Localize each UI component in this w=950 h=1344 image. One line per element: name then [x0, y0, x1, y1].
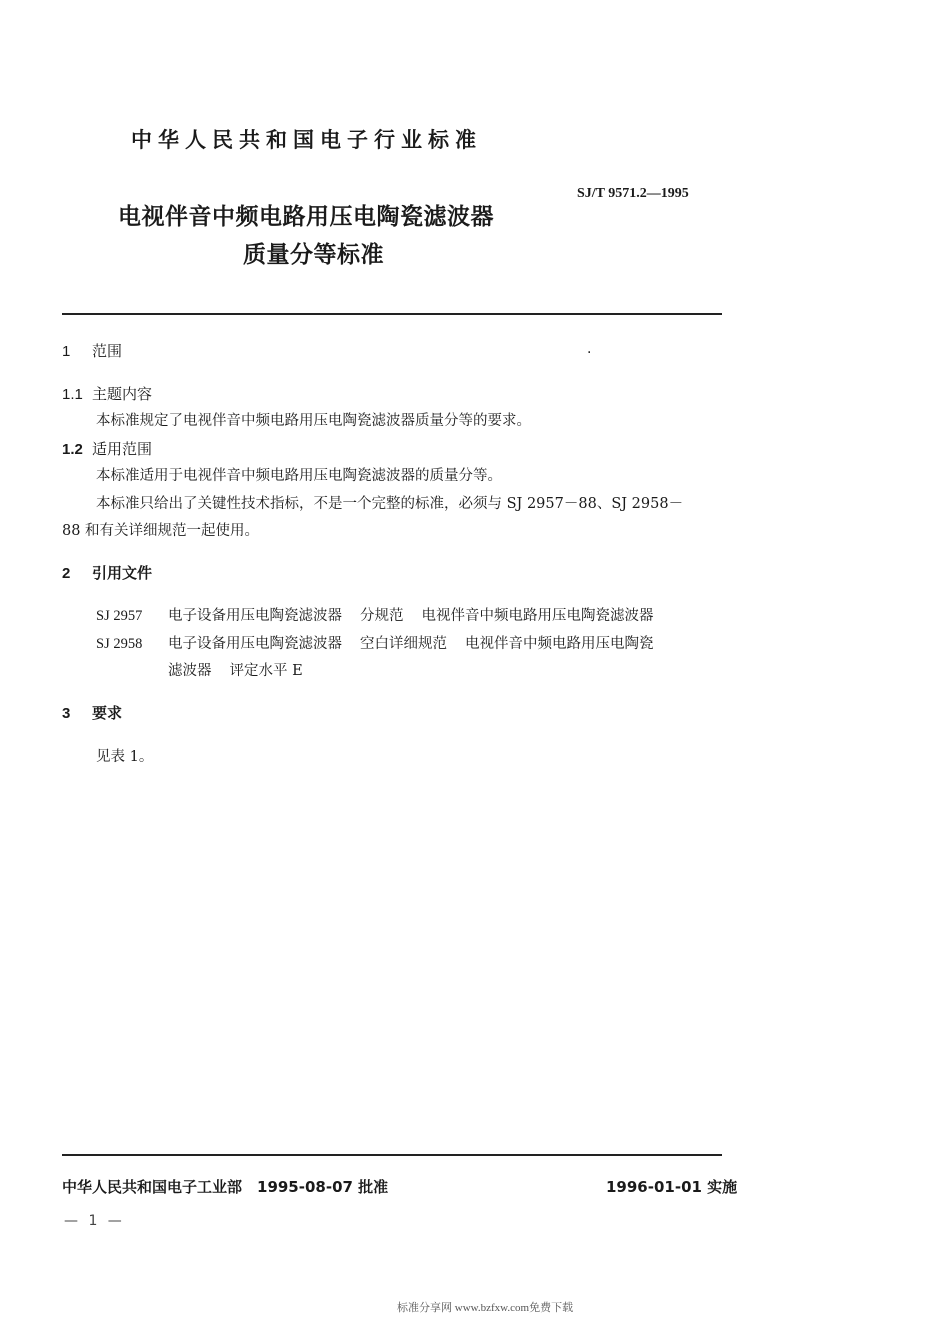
section-1-1-heading	[62, 383, 152, 404]
effective-date: 1996-01-01 实施	[606, 1178, 738, 1196]
section-1-2-text2-line2: 88 和有关详细规范一起使用。	[62, 523, 260, 539]
section-2-title: 引用文件	[92, 564, 153, 582]
section-2-heading	[62, 562, 152, 583]
reference-part1: 电子设备用压电陶瓷滤波器	[168, 608, 342, 624]
watermark-text: 标准分享网 www.bzfxw.com免费下载	[397, 1302, 574, 1314]
reference-part2: 空白详细规范	[360, 636, 447, 652]
document-title-line1: 电视伴音中频电路用压电陶瓷滤波器	[118, 204, 494, 230]
section-1-1-title: 主题内容	[92, 385, 153, 403]
page-number: — 1 —	[64, 1213, 125, 1229]
section-1-2-heading	[62, 438, 152, 459]
reference-code: SJ 2958	[96, 636, 143, 652]
standard-code: SJ/T 9571.2—1995	[577, 186, 689, 201]
section-3-number: 3	[62, 705, 71, 722]
reference-cont-b: 评定水平 E	[229, 663, 303, 679]
section-2-number: 2	[62, 565, 71, 582]
reference-cont-a: 滤波器	[168, 663, 212, 679]
document-title-line2: 质量分等标准	[243, 242, 384, 268]
section-1-title: 范围	[92, 342, 123, 360]
section-1-heading	[62, 340, 122, 361]
org-title: 中华人民共和国电子行业标准	[131, 128, 482, 152]
reference-part3: 电视伴音中频电路用压电陶瓷	[465, 636, 654, 652]
section-1-1-number: 1.1	[62, 386, 83, 403]
section-1-2-text2-line1: 本标准只给出了关键性技术指标，不是一个完整的标准，必须与 SJ 2957－88、SJ 2958－	[96, 496, 684, 512]
section-3-heading	[62, 702, 122, 723]
reference-part2: 分规范	[360, 608, 404, 624]
reference-row	[96, 604, 654, 625]
section-3-text: 见表 1。	[96, 749, 154, 765]
reference-continuation	[168, 659, 303, 680]
section-1-2-number: 1.2	[62, 441, 83, 458]
top-divider	[62, 313, 722, 315]
section-3-title: 要求	[92, 704, 123, 722]
section-1-1-text: 本标准规定了电视伴音中频电路用压电陶瓷滤波器质量分等的要求。	[96, 413, 531, 429]
bottom-divider	[62, 1154, 722, 1156]
section-1-2-title: 适用范围	[92, 440, 153, 458]
reference-part1: 电子设备用压电陶瓷滤波器	[168, 636, 342, 652]
approval-line: 中华人民共和国电子工业部 1995-08-07 批准	[62, 1178, 389, 1196]
section-1-number: 1	[62, 343, 71, 360]
section-1-2-text1: 本标准适用于电视伴音中频电路用压电陶瓷滤波器的质量分等。	[96, 468, 502, 484]
reference-part3: 电视伴音中频电路用压电陶瓷滤波器	[421, 608, 654, 624]
scan-dot: ·	[587, 345, 592, 361]
reference-code: SJ 2957	[96, 608, 143, 624]
reference-row	[96, 632, 654, 653]
